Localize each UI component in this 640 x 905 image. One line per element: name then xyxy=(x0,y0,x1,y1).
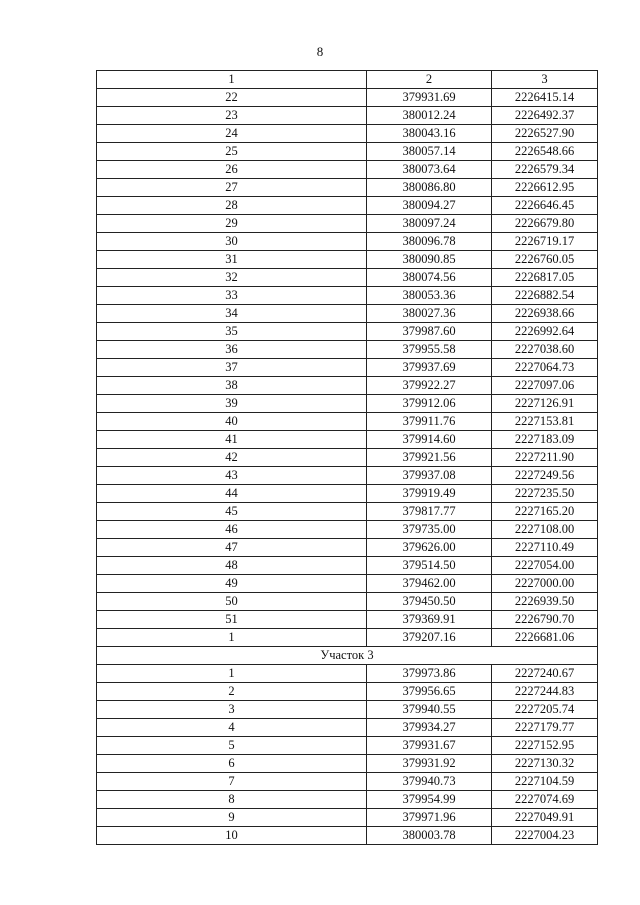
column-header-1: 1 xyxy=(97,71,367,89)
y-coordinate-cell: 2226679.80 xyxy=(492,215,598,233)
point-number-cell: 22 xyxy=(97,89,367,107)
table-row xyxy=(97,719,598,737)
y-coordinate-cell: 2227183.09 xyxy=(492,431,598,449)
point-number-cell: 3 xyxy=(97,701,367,719)
y-coordinate-cell: 2227153.81 xyxy=(492,413,598,431)
point-number-cell: 9 xyxy=(97,809,367,827)
point-number-cell: 10 xyxy=(97,827,367,845)
y-coordinate-cell: 2226646.45 xyxy=(492,197,598,215)
table-row xyxy=(97,521,598,539)
x-coordinate-cell: 379914.60 xyxy=(367,431,492,449)
point-number-cell: 47 xyxy=(97,539,367,557)
table-row xyxy=(97,539,598,557)
y-coordinate-cell: 2226415.14 xyxy=(492,89,598,107)
table-row xyxy=(97,809,598,827)
point-number-cell: 45 xyxy=(97,503,367,521)
point-number-cell: 31 xyxy=(97,251,367,269)
point-number-cell: 49 xyxy=(97,575,367,593)
y-coordinate-cell: 2227130.32 xyxy=(492,755,598,773)
x-coordinate-cell: 380086.80 xyxy=(367,179,492,197)
point-number-cell: 33 xyxy=(97,287,367,305)
section-title: Участок 3 xyxy=(97,647,598,665)
point-number-cell: 48 xyxy=(97,557,367,575)
table-row xyxy=(97,467,598,485)
x-coordinate-cell: 379817.77 xyxy=(367,503,492,521)
x-coordinate-cell: 379971.96 xyxy=(367,809,492,827)
table-row xyxy=(97,827,598,845)
y-coordinate-cell: 2227054.00 xyxy=(492,557,598,575)
x-coordinate-cell: 379921.56 xyxy=(367,449,492,467)
point-number-cell: 4 xyxy=(97,719,367,737)
x-coordinate-cell: 380090.85 xyxy=(367,251,492,269)
y-coordinate-cell: 2227165.20 xyxy=(492,503,598,521)
table-row xyxy=(97,791,598,809)
point-number-cell: 44 xyxy=(97,485,367,503)
table-row xyxy=(97,485,598,503)
x-coordinate-cell: 380053.36 xyxy=(367,287,492,305)
y-coordinate-cell: 2227110.49 xyxy=(492,539,598,557)
table-row xyxy=(97,359,598,377)
table-row xyxy=(97,215,598,233)
y-coordinate-cell: 2227244.83 xyxy=(492,683,598,701)
x-coordinate-cell: 379369.91 xyxy=(367,611,492,629)
x-coordinate-cell: 380094.27 xyxy=(367,197,492,215)
point-number-cell: 1 xyxy=(97,665,367,683)
y-coordinate-cell: 2227240.67 xyxy=(492,665,598,683)
y-coordinate-cell: 2227049.91 xyxy=(492,809,598,827)
x-coordinate-cell: 379956.65 xyxy=(367,683,492,701)
table-row xyxy=(97,305,598,323)
point-number-cell: 29 xyxy=(97,215,367,233)
table-row xyxy=(97,233,598,251)
x-coordinate-cell: 380073.64 xyxy=(367,161,492,179)
y-coordinate-cell: 2227211.90 xyxy=(492,449,598,467)
point-number-cell: 51 xyxy=(97,611,367,629)
point-number-cell: 39 xyxy=(97,395,367,413)
x-coordinate-cell: 379937.08 xyxy=(367,467,492,485)
y-coordinate-cell: 2226719.17 xyxy=(492,233,598,251)
y-coordinate-cell: 2226992.64 xyxy=(492,323,598,341)
y-coordinate-cell: 2226938.66 xyxy=(492,305,598,323)
table-row xyxy=(97,413,598,431)
x-coordinate-cell: 379450.50 xyxy=(367,593,492,611)
y-coordinate-cell: 2226548.66 xyxy=(492,143,598,161)
point-number-cell: 8 xyxy=(97,791,367,809)
point-number-cell: 7 xyxy=(97,773,367,791)
y-coordinate-cell: 2227074.69 xyxy=(492,791,598,809)
table-row xyxy=(97,575,598,593)
table-row xyxy=(97,89,598,107)
point-number-cell: 43 xyxy=(97,467,367,485)
x-coordinate-cell: 379735.00 xyxy=(367,521,492,539)
table-row xyxy=(97,503,598,521)
table-row xyxy=(97,629,598,647)
x-coordinate-cell: 379934.27 xyxy=(367,719,492,737)
x-coordinate-cell: 380074.56 xyxy=(367,269,492,287)
x-coordinate-cell: 379955.58 xyxy=(367,341,492,359)
point-number-cell: 25 xyxy=(97,143,367,161)
y-coordinate-cell: 2226681.06 xyxy=(492,629,598,647)
y-coordinate-cell: 2226492.37 xyxy=(492,107,598,125)
table-row xyxy=(97,431,598,449)
x-coordinate-cell: 379207.16 xyxy=(367,629,492,647)
y-coordinate-cell: 2227179.77 xyxy=(492,719,598,737)
point-number-cell: 36 xyxy=(97,341,367,359)
y-coordinate-cell: 2226527.90 xyxy=(492,125,598,143)
point-number-cell: 37 xyxy=(97,359,367,377)
x-coordinate-cell: 379911.76 xyxy=(367,413,492,431)
point-number-cell: 34 xyxy=(97,305,367,323)
y-coordinate-cell: 2226939.50 xyxy=(492,593,598,611)
table-row xyxy=(97,125,598,143)
y-coordinate-cell: 2226817.05 xyxy=(492,269,598,287)
x-coordinate-cell: 379919.49 xyxy=(367,485,492,503)
y-coordinate-cell: 2227000.00 xyxy=(492,575,598,593)
table-row xyxy=(97,197,598,215)
point-number-cell: 2 xyxy=(97,683,367,701)
x-coordinate-cell: 379931.69 xyxy=(367,89,492,107)
point-number-cell: 35 xyxy=(97,323,367,341)
table-row xyxy=(97,755,598,773)
table-row xyxy=(97,161,598,179)
y-coordinate-cell: 2227249.56 xyxy=(492,467,598,485)
table-row xyxy=(97,449,598,467)
x-coordinate-cell: 380043.16 xyxy=(367,125,492,143)
y-coordinate-cell: 2226579.34 xyxy=(492,161,598,179)
x-coordinate-cell: 380012.24 xyxy=(367,107,492,125)
table-row xyxy=(97,683,598,701)
point-number-cell: 38 xyxy=(97,377,367,395)
table-row xyxy=(97,611,598,629)
x-coordinate-cell: 380027.36 xyxy=(367,305,492,323)
table-row xyxy=(97,251,598,269)
column-header-2: 2 xyxy=(367,71,492,89)
point-number-cell: 26 xyxy=(97,161,367,179)
y-coordinate-cell: 2227126.91 xyxy=(492,395,598,413)
y-coordinate-cell: 2227097.06 xyxy=(492,377,598,395)
table-row xyxy=(97,287,598,305)
x-coordinate-cell: 379973.86 xyxy=(367,665,492,683)
table-row xyxy=(97,377,598,395)
x-coordinate-cell: 379922.27 xyxy=(367,377,492,395)
x-coordinate-cell: 379940.73 xyxy=(367,773,492,791)
x-coordinate-cell: 379954.99 xyxy=(367,791,492,809)
point-number-cell: 24 xyxy=(97,125,367,143)
y-coordinate-cell: 2227108.00 xyxy=(492,521,598,539)
table-row xyxy=(97,341,598,359)
point-number-cell: 46 xyxy=(97,521,367,539)
table-row xyxy=(97,395,598,413)
point-number-cell: 5 xyxy=(97,737,367,755)
x-coordinate-cell: 379462.00 xyxy=(367,575,492,593)
y-coordinate-cell: 2227064.73 xyxy=(492,359,598,377)
y-coordinate-cell: 2227235.50 xyxy=(492,485,598,503)
x-coordinate-cell: 379931.92 xyxy=(367,755,492,773)
point-number-cell: 42 xyxy=(97,449,367,467)
y-coordinate-cell: 2226882.54 xyxy=(492,287,598,305)
table-row xyxy=(97,773,598,791)
table-row xyxy=(97,701,598,719)
point-number-cell: 32 xyxy=(97,269,367,287)
coordinates-table-body xyxy=(97,71,598,845)
y-coordinate-cell: 2226760.05 xyxy=(492,251,598,269)
x-coordinate-cell: 380097.24 xyxy=(367,215,492,233)
point-number-cell: 23 xyxy=(97,107,367,125)
point-number-cell: 6 xyxy=(97,755,367,773)
table-row xyxy=(97,593,598,611)
column-header-3: 3 xyxy=(492,71,598,89)
y-coordinate-cell: 2227205.74 xyxy=(492,701,598,719)
table-row xyxy=(97,143,598,161)
table-row xyxy=(97,269,598,287)
table-row xyxy=(97,557,598,575)
point-number-cell: 50 xyxy=(97,593,367,611)
page-number: 8 xyxy=(316,44,324,59)
x-coordinate-cell: 379940.55 xyxy=(367,701,492,719)
y-coordinate-cell: 2226612.95 xyxy=(492,179,598,197)
y-coordinate-cell: 2227004.23 xyxy=(492,827,598,845)
x-coordinate-cell: 379912.06 xyxy=(367,395,492,413)
table-row xyxy=(97,107,598,125)
table-row xyxy=(97,323,598,341)
point-number-cell: 27 xyxy=(97,179,367,197)
x-coordinate-cell: 380096.78 xyxy=(367,233,492,251)
x-coordinate-cell: 379626.00 xyxy=(367,539,492,557)
table-row xyxy=(97,179,598,197)
point-number-cell: 1 xyxy=(97,629,367,647)
point-number-cell: 41 xyxy=(97,431,367,449)
point-number-cell: 40 xyxy=(97,413,367,431)
x-coordinate-cell: 379514.50 xyxy=(367,557,492,575)
y-coordinate-cell: 2226790.70 xyxy=(492,611,598,629)
y-coordinate-cell: 2227038.60 xyxy=(492,341,598,359)
x-coordinate-cell: 379987.60 xyxy=(367,323,492,341)
y-coordinate-cell: 2227104.59 xyxy=(492,773,598,791)
section-row xyxy=(97,647,598,665)
x-coordinate-cell: 379937.69 xyxy=(367,359,492,377)
x-coordinate-cell: 380003.78 xyxy=(367,827,492,845)
x-coordinate-cell: 380057.14 xyxy=(367,143,492,161)
coordinates-table xyxy=(96,70,598,845)
x-coordinate-cell: 379931.67 xyxy=(367,737,492,755)
table-header-row xyxy=(97,71,598,89)
point-number-cell: 28 xyxy=(97,197,367,215)
y-coordinate-cell: 2227152.95 xyxy=(492,737,598,755)
table-row xyxy=(97,665,598,683)
point-number-cell: 30 xyxy=(97,233,367,251)
table-row xyxy=(97,737,598,755)
